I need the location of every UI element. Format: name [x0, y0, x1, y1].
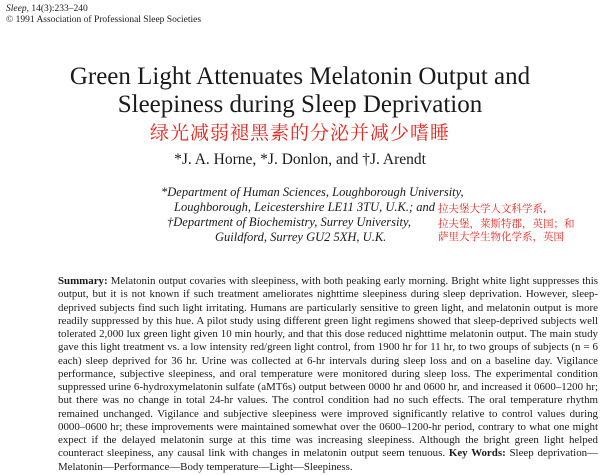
journal-name: Sleep [6, 4, 27, 14]
authors-line: *J. A. Horne, *J. Donlon, and †J. Arendt [174, 151, 426, 168]
summary-text: Melatonin output covaries with sleepiness, with both peaking early morning. Bright white light suppresses this output, but it is not known if such treatment ameliorates nighttime sleepiness during sleep deprivation. However, sleep-deprived subjects find such light irritating. Humans are particularly sensitive to green light, and melatonin output is more readily suppressed by this hue. A pilot study using different green light regimens showed that sleep-deprived subjects well tolerated 2,000 lux green light given 10 min hourly, and that this dose reduced nighttime melatonin output. The main study gave this light treatment vs. a low intensity red/green light control, from 1900 hr for 11 hr, to two groups of subjects (n = 6 each) sleep deprived for 36 hr. Urine was collected at 6-hr intervals during sleep loss and on a baseline day. Vigilance performance, subjective sleepiness, and oral temperature were monitored during sleep loss. The experimental condition suppressed urine 6-hydroxymelatonin sulfate (aMT6s) output between 0000 hr and 0600 hr, and increased it 0600–1200 hr; but there was no change in total 24-hr values. The control condition had no such effects. The oral temperature rhythm remained unchanged. Vigilance and subjective sleepiness were improved significantly relative to control values during 0000–0600 hr; these improvements were maintained somewhat over the 0600–1200-hr period, contrary to what one might expect if the delayed melatonin surge at this time was increasing sleepiness. Although the bright green light helped counteract sleepiness, any causal link with changes in melatonin output seem tenuous. [58, 275, 598, 460]
affiliation-line-1: *Department of Human Sciences, Loughborough University, [161, 185, 464, 199]
copyright-line: © 1991 Association of Professional Sleep Societies [6, 15, 202, 25]
affiliation-line-2: Loughborough, Leicestershire LE11 3TU, U.K.; and [174, 200, 435, 214]
title-line-2: Sleepiness during Sleep Deprivation [117, 91, 483, 118]
affiliation-line-4: Guildford, Surrey GU2 5XH, U.K. [215, 230, 387, 244]
volume-pages: , 14(3):233–240 [26, 4, 88, 14]
summary-paragraph [58, 275, 598, 474]
affiliation-note-cn-3: 萨里大学生物化学系，英国 [438, 231, 564, 243]
keywords-text: Sleep deprivation—Melatonin—Performance—Body temperature—Light—Sleepiness. [58, 447, 598, 473]
affiliation-note-cn-2: 拉夫堡，莱斯特郡，英国；和 [438, 218, 575, 230]
summary-label: Summary: [58, 275, 108, 287]
keywords-label: Key Words: [448, 447, 506, 460]
chinese-title: 绿光减弱褪黑素的分泌并减少嗜睡 [149, 122, 450, 144]
affiliation-note-cn-1: 拉夫堡大学人文科学系, [438, 203, 547, 215]
title-line-1: Green Light Attenuates Melatonin Output and [69, 63, 531, 90]
citation-line [6, 4, 88, 15]
affiliation-line-3: †Department of Biochemistry, Surrey University, [167, 215, 411, 229]
